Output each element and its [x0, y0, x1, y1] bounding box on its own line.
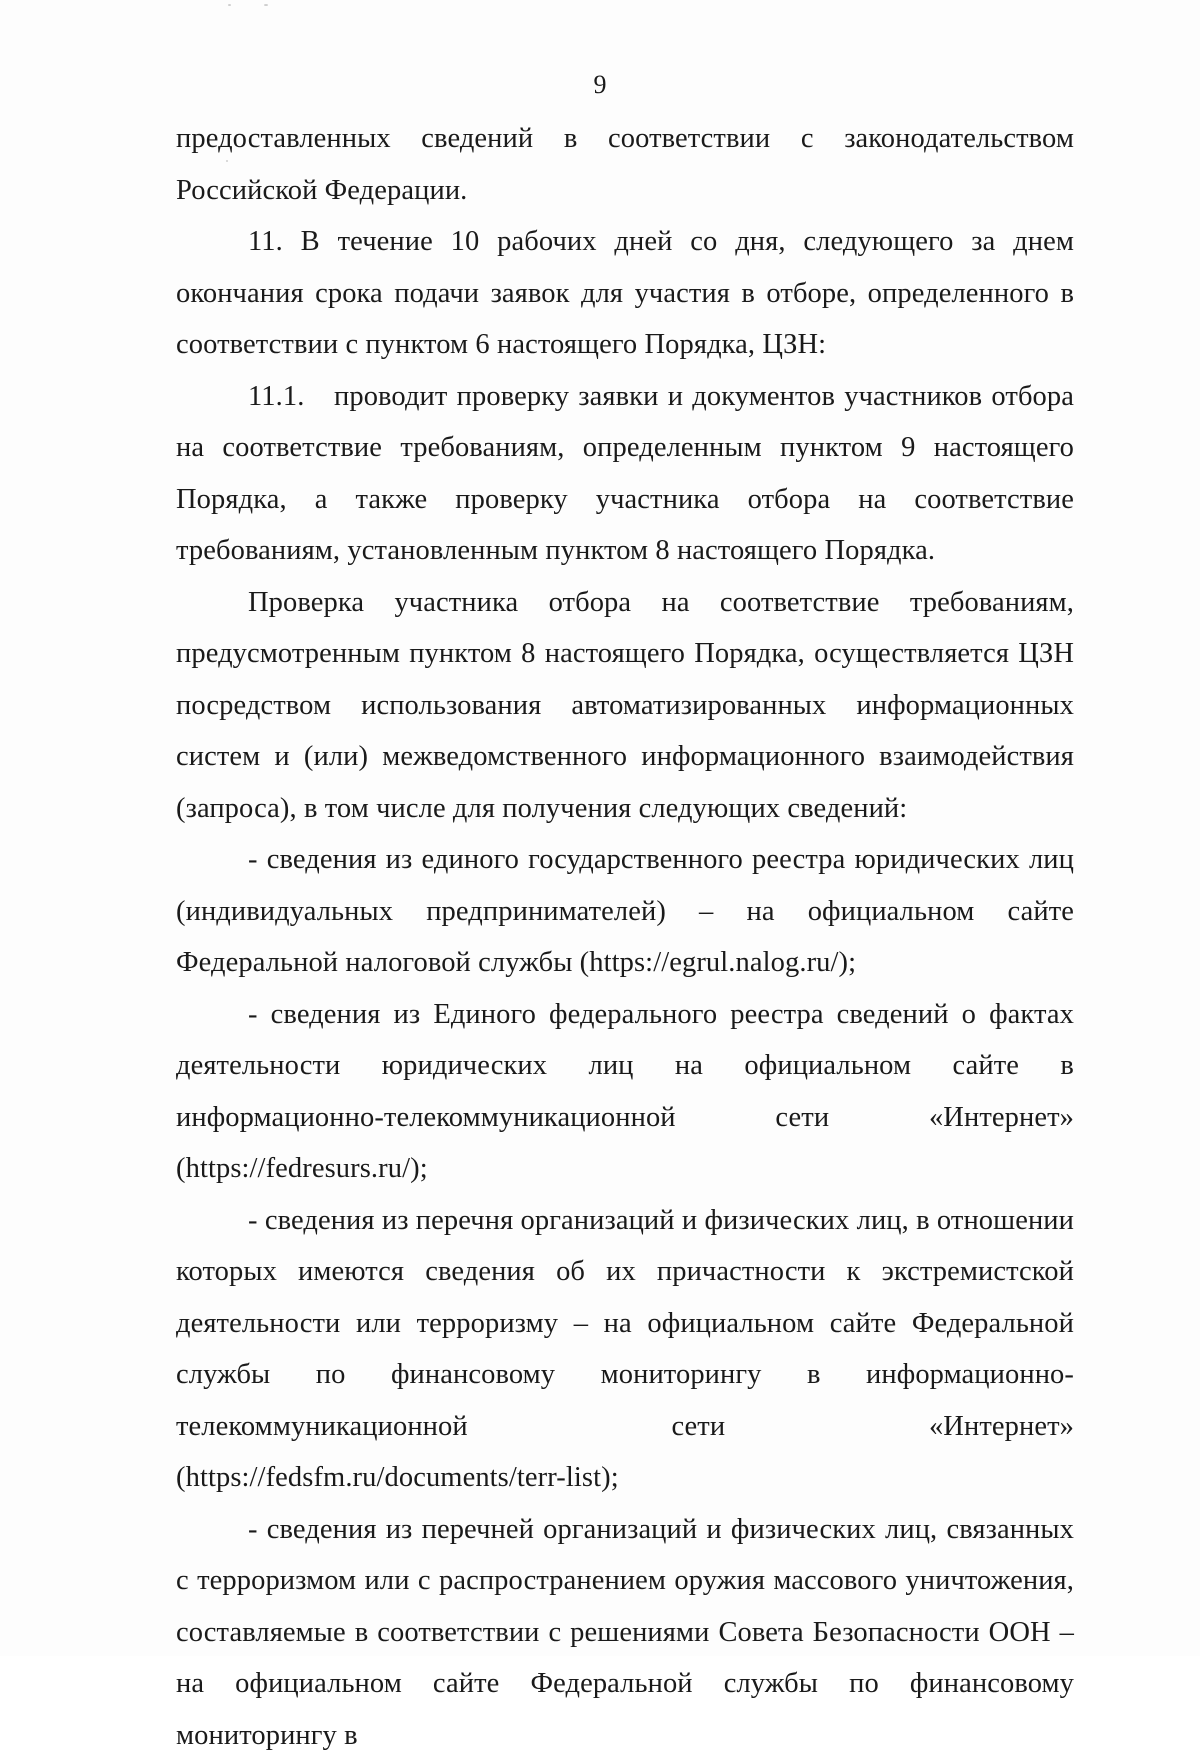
list-item-un-sanctions: - сведения из перечней организаций и физических лиц, связанных с терроризмом или с распространением оружия массового уничтожения, составляемые в соответствии с решениями Совета Безопасности ООН – на официальном сайте Федеральной службы по финансовому мониторингу в [176, 1504, 1074, 1761]
clause-text: проводит проверку заявки и документов участников отбора на соответствие требованиям, определенным пунктом 9 настоящего Порядка, а также проверку участника отбора на соответствие требованиям, установленным пунктом 8 настоящего Порядка. [176, 381, 1074, 567]
list-item-extremism-list: - сведения из перечня организаций и физических лиц, в отношении которых имеются сведения об их причастности к экстремистской деятельности или терроризму – на официальном сайте Федеральной службы по финансовому мониторингу в информационно-телекоммуникационной сети «Интернет» (https://fedsfm.ru/documents/terr-list); [176, 1195, 1074, 1504]
page-number: 9 [0, 70, 1200, 100]
document-body [176, 113, 1074, 1761]
list-item-fedresurs: - сведения из Единого федерального реестра сведений о фактах деятельности юридических лиц на официальном сайте в информационно-телекоммуникационной сети «Интернет» (https://fedresurs.ru/); [176, 989, 1074, 1195]
paragraph-verification: Проверка участника отбора на соответствие требованиям, предусмотренным пунктом 8 настоящего Порядка, осуществляется ЦЗН посредством использования автоматизированных информационных систем и (или) межведомственного информационного взаимодействия (запроса), в том числе для получения следующих сведений: [176, 577, 1074, 835]
list-item-egrul: - сведения из единого государственного реестра юридических лиц (индивидуальных предпринимателей) – на официальном сайте Федеральной налоговой службы (https://egrul.nalog.ru/); [176, 834, 1074, 989]
paragraph-clause-11-1 [176, 371, 1074, 577]
scan-speck [226, 160, 228, 162]
paragraph-continuation: предоставленных сведений в соответствии с законодательством Российской Федерации. [176, 113, 1074, 216]
paragraph-clause-11: 11. В течение 10 рабочих дней со дня, следующего за днем окончания срока подачи заявок для участия в отборе, определенного в соответствии с пунктом 6 настоящего Порядка, ЦЗН: [176, 216, 1074, 371]
clause-number: 11.1. [248, 371, 334, 423]
scan-speck [264, 4, 268, 6]
scan-speck [228, 4, 231, 6]
